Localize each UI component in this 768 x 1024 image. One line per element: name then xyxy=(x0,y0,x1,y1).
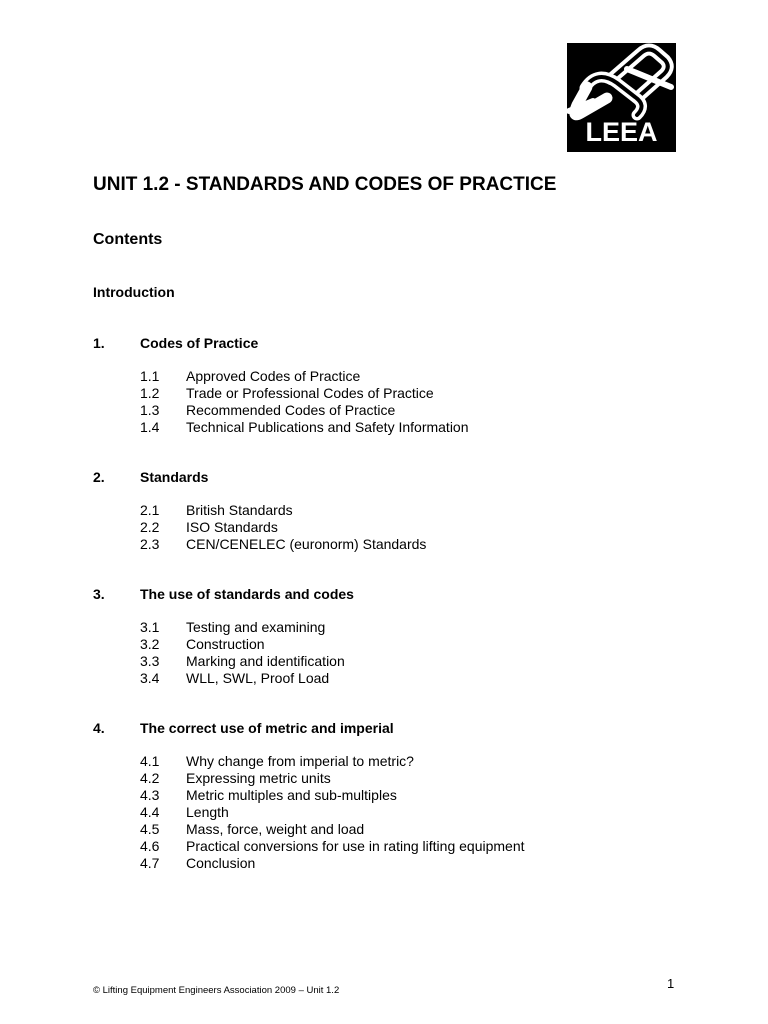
section-number: 3. xyxy=(93,586,105,602)
subsection-item xyxy=(140,385,693,402)
subsection-item xyxy=(140,753,693,770)
leea-logo xyxy=(567,43,676,152)
subsection-item xyxy=(140,670,693,687)
subsection-label: WLL, SWL, Proof Load xyxy=(186,670,330,686)
subsection-item xyxy=(140,787,693,804)
subsection-item xyxy=(140,821,693,838)
subsection-list xyxy=(140,619,693,687)
subsection-label: Metric multiples and sub-multiples xyxy=(186,787,397,803)
section-codes-of-practice xyxy=(93,334,693,436)
subsection-number: 2.1 xyxy=(140,502,160,518)
subsection-item xyxy=(140,536,693,553)
subsection-number: 2.2 xyxy=(140,519,160,535)
subsection-item xyxy=(140,502,693,519)
section-metric-imperial xyxy=(93,719,693,872)
subsection-number: 3.1 xyxy=(140,619,160,635)
subsection-number: 4.6 xyxy=(140,838,160,854)
section-heading xyxy=(93,585,693,603)
subsection-number: 3.4 xyxy=(140,670,160,686)
subsection-number: 4.4 xyxy=(140,804,160,820)
subsection-item xyxy=(140,519,693,536)
subsection-label: Marking and identification xyxy=(186,653,345,669)
subsection-item xyxy=(140,636,693,653)
subsection-label: Mass, force, weight and load xyxy=(186,821,365,837)
page-number: 1 xyxy=(667,976,675,991)
footer-copyright: © Lifting Equipment Engineers Association 2009 – Unit 1.2 xyxy=(93,985,340,996)
subsection-number: 3.2 xyxy=(140,636,160,652)
subsection-item xyxy=(140,855,693,872)
introduction-heading: Introduction xyxy=(93,284,175,300)
section-title: Codes of Practice xyxy=(140,335,259,351)
contents-heading: Contents xyxy=(93,231,163,248)
subsection-label: Why change from imperial to metric? xyxy=(186,753,414,769)
subsection-number: 2.3 xyxy=(140,536,160,552)
subsection-list xyxy=(140,502,693,553)
subsection-item xyxy=(140,838,693,855)
subsection-number: 1.3 xyxy=(140,402,160,418)
subsection-list xyxy=(140,753,693,872)
section-title: The use of standards and codes xyxy=(140,586,354,602)
subsection-number: 4.5 xyxy=(140,821,160,837)
subsection-item xyxy=(140,368,693,385)
section-number: 1. xyxy=(93,335,105,351)
section-heading xyxy=(93,468,693,486)
subsection-label: Expressing metric units xyxy=(186,770,331,786)
subsection-label: CEN/CENELEC (euronorm) Standards xyxy=(186,536,427,552)
subsection-item xyxy=(140,770,693,787)
subsection-number: 1.1 xyxy=(140,368,160,384)
section-number: 2. xyxy=(93,469,105,485)
section-heading xyxy=(93,719,693,737)
subsection-label: Approved Codes of Practice xyxy=(186,368,361,384)
subsection-number: 4.1 xyxy=(140,753,160,769)
subsection-number: 1.2 xyxy=(140,385,160,401)
subsection-label: British Standards xyxy=(186,502,293,518)
section-title: The correct use of metric and imperial xyxy=(140,720,394,736)
section-heading xyxy=(93,334,693,352)
subsection-label: Recommended Codes of Practice xyxy=(186,402,396,418)
section-standards xyxy=(93,468,693,553)
subsection-label: Testing and examining xyxy=(186,619,326,635)
section-title: Standards xyxy=(140,469,209,485)
subsection-label: Practical conversions for use in rating lifting equipment xyxy=(186,838,525,854)
subsection-number: 3.3 xyxy=(140,653,160,669)
subsection-label: Technical Publications and Safety Information xyxy=(186,419,469,435)
section-number: 4. xyxy=(93,720,105,736)
subsection-number: 1.4 xyxy=(140,419,160,435)
document-title: UNIT 1.2 - STANDARDS AND CODES OF PRACTICE xyxy=(93,174,557,195)
subsection-label: ISO Standards xyxy=(186,519,278,535)
subsection-list xyxy=(140,368,693,436)
subsection-item xyxy=(140,619,693,636)
subsection-number: 4.7 xyxy=(140,855,160,871)
subsection-label: Length xyxy=(186,804,229,820)
subsection-label: Conclusion xyxy=(186,855,256,871)
subsection-item xyxy=(140,804,693,821)
section-use-of-standards xyxy=(93,585,693,687)
subsection-item xyxy=(140,653,693,670)
subsection-item xyxy=(140,402,693,419)
subsection-label: Trade or Professional Codes of Practice xyxy=(186,385,434,401)
subsection-number: 4.2 xyxy=(140,770,160,786)
subsection-item xyxy=(140,419,693,436)
subsection-label: Construction xyxy=(186,636,265,652)
leea-logo-text: LEEA xyxy=(585,117,658,147)
subsection-number: 4.3 xyxy=(140,787,160,803)
